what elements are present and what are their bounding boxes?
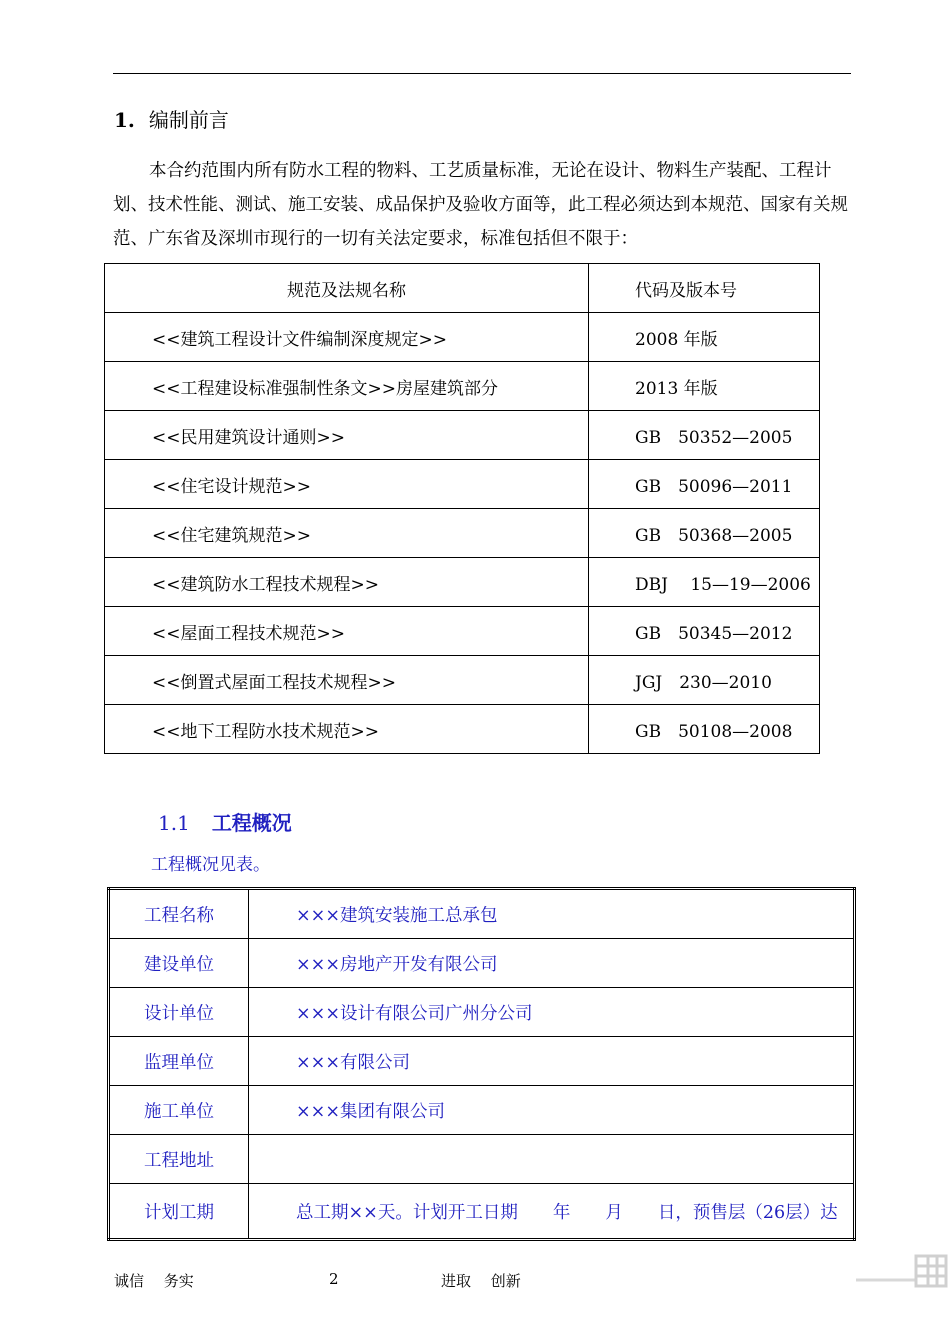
overview-label: 计划工期 <box>109 1184 249 1240</box>
footer-motto-left: 诚信 务实 <box>114 1272 194 1290</box>
overview-label: 监理单位 <box>109 1037 249 1086</box>
table-row <box>105 656 820 705</box>
table-row <box>109 988 855 1037</box>
overview-table <box>107 887 856 1241</box>
table-row <box>109 1135 855 1184</box>
table-row <box>105 362 820 411</box>
footer-motto-right: 进取 创新 <box>441 1272 521 1290</box>
standard-name: <<住宅建筑规范>> <box>105 509 589 558</box>
page-number: 2 <box>329 1270 339 1288</box>
table-row <box>105 558 820 607</box>
table-header-row <box>105 264 820 313</box>
standard-code: GB 50108—2008 <box>589 705 820 754</box>
standard-name: <<工程建设标准强制性条文>>房屋建筑部分 <box>105 362 589 411</box>
table-row <box>109 1037 855 1086</box>
standard-code: 2013 年版 <box>589 362 820 411</box>
header-rule <box>113 73 851 74</box>
subsection-note: 工程概况见表。 <box>151 855 270 875</box>
section-heading <box>114 104 229 133</box>
overview-value: 总工期××天。计划开工日期 年 月 日，预售层（26层）达 <box>249 1184 855 1240</box>
table-row <box>105 460 820 509</box>
table-row <box>105 705 820 754</box>
overview-value: ×××房地产开发有限公司 <box>249 939 855 988</box>
overview-value: ×××设计有限公司广州分公司 <box>249 988 855 1037</box>
standard-code: GB 50352—2005 <box>589 411 820 460</box>
standard-code: GB 50096—2011 <box>589 460 820 509</box>
corner-watermark-icon <box>856 1252 950 1292</box>
subsection-number: 1.1 <box>158 811 190 835</box>
standard-code: GB 50368—2005 <box>589 509 820 558</box>
overview-value <box>249 1135 855 1184</box>
table-row <box>105 607 820 656</box>
standards-table <box>104 263 820 754</box>
standard-name: <<地下工程防水技术规范>> <box>105 705 589 754</box>
overview-label: 设计单位 <box>109 988 249 1037</box>
section-title: 编制前言 <box>148 108 229 132</box>
subsection-heading <box>158 807 292 836</box>
overview-label: 工程名称 <box>109 889 249 939</box>
standard-code: DBJ 15—19—2006 <box>589 558 820 607</box>
overview-label: 施工单位 <box>109 1086 249 1135</box>
table-row <box>105 509 820 558</box>
standard-name: <<倒置式屋面工程技术规程>> <box>105 656 589 705</box>
standard-code: 2008 年版 <box>589 313 820 362</box>
intro-paragraph: 本合约范围内所有防水工程的物料、工艺质量标准，无论在设计、物料生产装配、工程计划、技术性能、测试、施工安装、成品保护及验收方面等，此工程必须达到本规范、国家有关规范、广东省及深圳市现行的一切有关法定要求，标准包括但不限于： <box>113 161 848 249</box>
subsection-title: 工程概况 <box>211 811 292 835</box>
overview-label: 建设单位 <box>109 939 249 988</box>
table-row <box>105 313 820 362</box>
standard-name: <<住宅设计规范>> <box>105 460 589 509</box>
standard-name: <<民用建筑设计通则>> <box>105 411 589 460</box>
overview-value: ×××有限公司 <box>249 1037 855 1086</box>
standard-name: <<建筑工程设计文件编制深度规定>> <box>105 313 589 362</box>
table-row <box>109 889 855 939</box>
standard-name: <<屋面工程技术规范>> <box>105 607 589 656</box>
overview-value: ×××集团有限公司 <box>249 1086 855 1135</box>
header-cell-name: 规范及法规名称 <box>105 264 589 313</box>
table-row <box>109 1184 855 1240</box>
table-row <box>109 939 855 988</box>
overview-value: ×××建筑安装施工总承包 <box>249 889 855 939</box>
standard-code: GB 50345—2012 <box>589 607 820 656</box>
standard-name: <<建筑防水工程技术规程>> <box>105 558 589 607</box>
header-cell-code: 代码及版本号 <box>589 264 820 313</box>
table-row <box>105 411 820 460</box>
table-row <box>109 1086 855 1135</box>
standard-code: JGJ 230—2010 <box>589 656 820 705</box>
overview-label: 工程地址 <box>109 1135 249 1184</box>
section-number: 1. <box>114 108 135 132</box>
